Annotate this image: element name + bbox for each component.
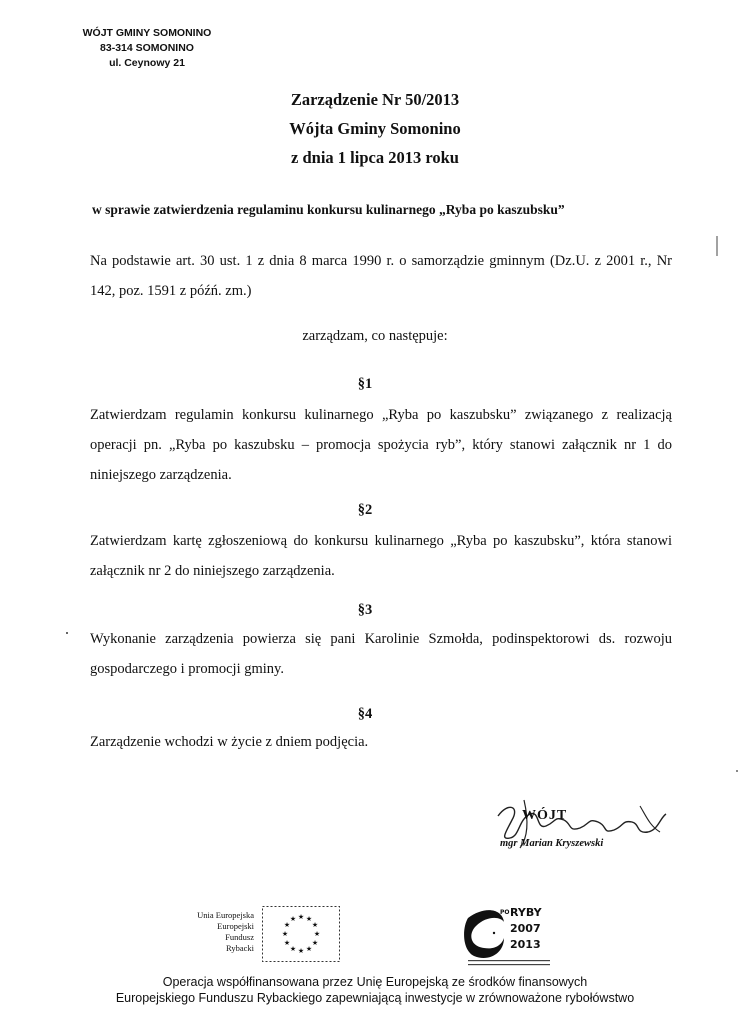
eu-logo-line: Europejski	[217, 921, 254, 931]
po-ryby-logo-icon	[464, 904, 554, 970]
svg-text:★: ★	[281, 930, 289, 938]
eu-logo-text	[180, 910, 254, 954]
svg-text:★: ★	[313, 930, 321, 938]
eu-logo-line: Rybacki	[226, 943, 254, 953]
decree-intro: zarządzam, co następuje:	[302, 328, 448, 344]
scan-dot	[736, 770, 738, 772]
svg-text:★: ★	[305, 945, 313, 953]
title-line-3: z dnia 1 lipca 2013 roku	[291, 148, 459, 167]
section-4-mark: §4	[357, 706, 373, 722]
title-line-2: Wójta Gminy Somonino	[289, 119, 461, 138]
legal-basis: Na podstawie art. 30 ust. 1 z dnia 8 marca 1990 r. o samorządzie gminnym (Dz.U. z 2001 r., Nr 142, poz. 1591 z późń. zm.)	[90, 253, 672, 299]
svg-text:★: ★	[297, 913, 305, 921]
scan-dot	[66, 632, 68, 634]
svg-text:★: ★	[289, 915, 297, 923]
section-3-text: Wykonanie zarządzenia powierza się pani Karolinie Szmołda, podinspektorowi ds. rozwoju gospodarczego i promocji gminy.	[90, 631, 672, 677]
svg-text:★: ★	[297, 947, 305, 955]
section-1-mark: §1	[357, 376, 373, 392]
eu-logo-line: Unia Europejska	[197, 910, 254, 920]
section-1-text: Zatwierdzam regulamin konkursu kulinarnego „Ryba po kaszubsku” związanego z realizacją operacji pn. „Ryba po kaszubsku – promocja spożycia ryb”, który stanowi załącznik nr 1 do niniejszego zarządzenia.	[90, 407, 672, 483]
svg-text:★: ★	[305, 915, 313, 923]
section-2-text: Zatwierdzam kartę zgłoszeniową do konkursu kulinarnego „Ryba po kaszubsku”, która stanowi załącznik nr 2 do niniejszego zarządzenia.	[90, 533, 672, 579]
section-2-mark: §2	[357, 502, 373, 518]
logo-year-1: 2007	[510, 922, 541, 935]
svg-text:★: ★	[289, 945, 297, 953]
eu-flag-icon	[262, 906, 340, 962]
logo-po: PO	[500, 909, 510, 916]
office-postal: 83-314 SOMONINO	[100, 42, 194, 54]
svg-text:★: ★	[311, 921, 319, 929]
title-line-1: Zarządzenie Nr 50/2013	[290, 90, 460, 109]
scan-mark	[716, 236, 718, 256]
footer-line-1: Operacja współfinansowana przez Unię Europejską ze środków finansowych	[162, 975, 588, 989]
signature-role: WÓJT	[522, 808, 568, 823]
footer-line-2: Europejskiego Funduszu Rybackiego zapewniającą inwestycje w zrównoważone rybołówstwo	[115, 991, 635, 1005]
section-3-mark: §3	[357, 602, 373, 618]
logo-year-2: 2013	[510, 938, 541, 951]
svg-text:★: ★	[283, 921, 291, 929]
subject-line: w sprawie zatwierdzenia regulaminu konkursu kulinarnego „Ryba po kaszubsku”	[92, 202, 565, 217]
office-stamp	[72, 26, 222, 71]
svg-text:★: ★	[311, 939, 319, 947]
office-name: WÓJT GMINY SOMONINO	[82, 27, 212, 39]
signature-name: mgr Marian Kryszewski	[500, 838, 604, 849]
svg-text:★: ★	[283, 939, 291, 947]
eu-logo-line: Fundusz	[225, 932, 254, 942]
logo-ryby: RYBY	[510, 906, 542, 919]
office-street: ul. Ceynowy 21	[109, 57, 185, 69]
section-4-text: Zarządzenie wchodzi w życie z dniem podjęcia.	[90, 734, 369, 750]
